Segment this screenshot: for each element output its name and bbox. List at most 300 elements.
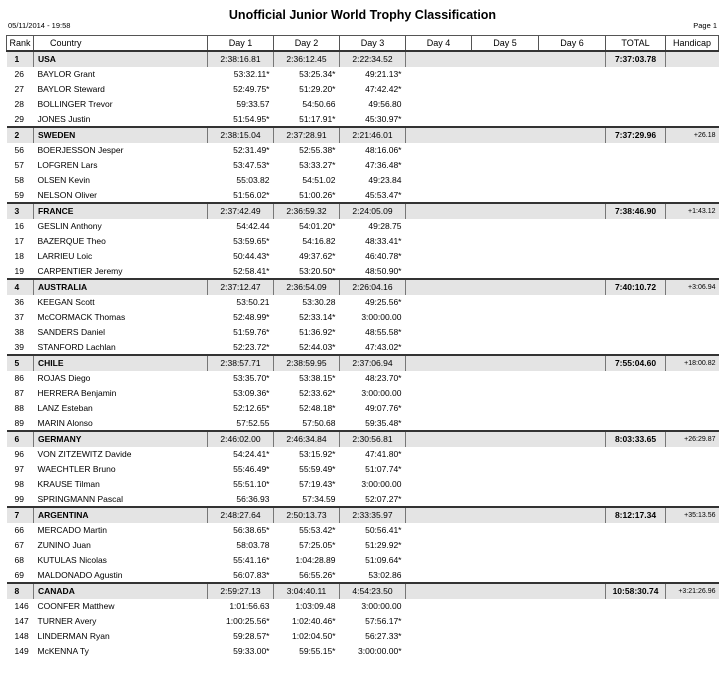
rider-number: 147 bbox=[14, 616, 29, 626]
results-body bbox=[7, 51, 719, 659]
rider-handicap bbox=[666, 371, 719, 386]
rider-day2-time: 1:04:28.89 bbox=[295, 555, 336, 565]
rider-day3-time: 45:53.47* bbox=[365, 189, 402, 200]
rider-row bbox=[7, 492, 719, 507]
rider-day4-time bbox=[406, 462, 472, 477]
team-day3-time: 4:54:23.50 bbox=[340, 583, 406, 599]
rider-total-time bbox=[606, 371, 666, 386]
team-row bbox=[7, 507, 719, 523]
rider-day4-time bbox=[406, 492, 472, 507]
rider-number: 16 bbox=[14, 221, 24, 231]
rider-handicap bbox=[666, 310, 719, 325]
team-day3-time: 2:33:35.97 bbox=[340, 507, 406, 523]
rider-number: 88 bbox=[14, 403, 24, 413]
rider-day4-time bbox=[406, 644, 472, 659]
rider-name: BAZERQUE Theo bbox=[37, 236, 106, 246]
rider-total-time bbox=[606, 67, 666, 82]
rider-day2-time: 1:03:09.48 bbox=[295, 601, 336, 611]
rider-day2-time: 53:15.92* bbox=[299, 449, 336, 459]
rider-name: TURNER Avery bbox=[37, 616, 97, 626]
team-country: CHILE bbox=[34, 355, 208, 371]
rider-day3-time: 49:25.56* bbox=[365, 297, 402, 307]
rider-day2-time: 57:34.59 bbox=[302, 493, 336, 504]
rider-day3-time: 49:23.84 bbox=[368, 175, 402, 185]
rider-day3-time: 47:36.48* bbox=[365, 160, 402, 170]
rider-row bbox=[7, 629, 719, 644]
rider-day5-time bbox=[472, 614, 539, 629]
rider-number: 36 bbox=[14, 297, 24, 307]
rider-name: LANZ Esteban bbox=[37, 403, 93, 413]
rider-total-time bbox=[606, 173, 666, 188]
rider-row bbox=[7, 295, 719, 310]
rider-day4-time bbox=[406, 629, 472, 644]
rider-day5-time bbox=[472, 477, 539, 492]
rider-day6-time bbox=[539, 553, 606, 568]
rider-day6-time bbox=[539, 188, 606, 203]
rider-day6-time bbox=[539, 614, 606, 629]
rider-day4-time bbox=[406, 447, 472, 462]
team-row bbox=[7, 431, 719, 447]
rider-day6-time bbox=[539, 219, 606, 234]
rider-day1-time: 52:49.75* bbox=[233, 84, 270, 94]
rider-day6-time bbox=[539, 264, 606, 279]
rider-day6-time bbox=[539, 538, 606, 553]
rider-day2-time: 57:19.43* bbox=[299, 479, 336, 489]
rider-day4-time bbox=[406, 143, 472, 158]
rider-total-time bbox=[606, 386, 666, 401]
rider-day2-time: 53:25.34* bbox=[299, 69, 336, 79]
rider-name: OLSEN Kevin bbox=[37, 175, 90, 185]
team-day4-time bbox=[406, 507, 472, 523]
rider-day6-time bbox=[539, 492, 606, 507]
rider-day2-time: 55:59.49* bbox=[299, 464, 336, 474]
rider-name: KEEGAN Scott bbox=[37, 297, 95, 307]
rider-day6-time bbox=[539, 386, 606, 401]
rider-day3-time: 3:00:00.00 bbox=[361, 601, 402, 611]
rider-number: 37 bbox=[14, 312, 24, 322]
rider-number: 29 bbox=[14, 113, 24, 124]
rider-handicap bbox=[666, 401, 719, 416]
rider-number: 18 bbox=[14, 251, 24, 261]
rider-day5-time bbox=[472, 371, 539, 386]
rider-handicap bbox=[666, 538, 719, 553]
rider-name: BAYLOR Grant bbox=[37, 69, 95, 79]
team-day6-time bbox=[539, 431, 606, 447]
team-day2-time: 2:36:59.32 bbox=[274, 203, 340, 219]
rider-handicap bbox=[666, 568, 719, 583]
team-day2-time: 2:50:13.73 bbox=[274, 507, 340, 523]
rider-handicap bbox=[666, 629, 719, 644]
team-day2-time: 2:38:59.95 bbox=[274, 355, 340, 371]
rider-day5-time bbox=[472, 644, 539, 659]
team-country: ARGENTINA bbox=[34, 507, 208, 523]
rider-day4-time bbox=[406, 82, 472, 97]
report-date: 05/11/2014 - 19:58 bbox=[8, 21, 71, 30]
rider-day3-time: 3:00:00.00* bbox=[358, 646, 402, 656]
rider-number: 27 bbox=[14, 84, 24, 94]
header-row bbox=[7, 36, 719, 51]
rider-row bbox=[7, 538, 719, 553]
team-day5-time bbox=[472, 127, 539, 143]
rider-day3-time: 57:56.17* bbox=[365, 616, 402, 626]
rider-day2-time: 49:37.62* bbox=[299, 251, 336, 261]
rider-day2-time: 54:50.66 bbox=[302, 99, 336, 109]
rider-day2-time: 54:16.82 bbox=[302, 236, 336, 246]
rider-day6-time bbox=[539, 371, 606, 386]
rider-day4-time bbox=[406, 599, 472, 614]
rider-day5-time bbox=[472, 325, 539, 340]
rider-number: 59 bbox=[14, 189, 24, 200]
rider-day6-time bbox=[539, 112, 606, 127]
rider-handicap bbox=[666, 599, 719, 614]
rider-day3-time: 3:00:00.00 bbox=[361, 479, 402, 489]
team-day5-time bbox=[472, 507, 539, 523]
team-row bbox=[7, 279, 719, 295]
rider-total-time bbox=[606, 447, 666, 462]
rider-day6-time bbox=[539, 82, 606, 97]
rider-day5-time bbox=[472, 538, 539, 553]
team-rank: 4 bbox=[7, 279, 34, 295]
team-country: CANADA bbox=[34, 583, 208, 599]
rider-name: KRAUSE Tilman bbox=[37, 479, 100, 489]
rider-day1-time: 50:44.43* bbox=[233, 251, 270, 261]
team-day6-time bbox=[539, 355, 606, 371]
rider-day6-time bbox=[539, 340, 606, 355]
team-day6-time bbox=[539, 507, 606, 523]
rider-number: 89 bbox=[14, 417, 24, 428]
rider-number: 68 bbox=[14, 555, 24, 565]
rider-day1-time: 51:56.02* bbox=[233, 189, 270, 200]
rider-day6-time bbox=[539, 477, 606, 492]
team-day1-time: 2:48:27.64 bbox=[208, 507, 274, 523]
rider-day5-time bbox=[472, 492, 539, 507]
team-total-time: 7:55:04.60 bbox=[606, 355, 666, 371]
rider-day4-time bbox=[406, 416, 472, 431]
rider-total-time bbox=[606, 599, 666, 614]
rider-day1-time: 53:47.53* bbox=[233, 160, 270, 170]
rider-name: ROJAS Diego bbox=[37, 373, 91, 383]
rider-day4-time bbox=[406, 112, 472, 127]
rider-number: 98 bbox=[14, 479, 24, 489]
rider-name: NELSON Oliver bbox=[37, 189, 98, 200]
team-day4-time bbox=[406, 51, 472, 67]
team-total-time: 8:03:33.65 bbox=[606, 431, 666, 447]
rider-day2-time: 53:30.28 bbox=[302, 297, 336, 307]
team-day1-time: 2:37:12.47 bbox=[208, 279, 274, 295]
rider-total-time bbox=[606, 325, 666, 340]
rider-handicap bbox=[666, 477, 719, 492]
rider-day1-time: 59:28.57* bbox=[233, 631, 270, 641]
rider-total-time bbox=[606, 158, 666, 173]
rider-number: 19 bbox=[14, 265, 24, 276]
rider-day5-time bbox=[472, 401, 539, 416]
rider-day1-time: 53:50.21 bbox=[236, 297, 270, 307]
team-day4-time bbox=[406, 279, 472, 295]
rider-number: 96 bbox=[14, 449, 24, 459]
page-title: Unofficial Junior World Trophy Classification bbox=[228, 8, 497, 22]
team-country: USA bbox=[34, 51, 208, 67]
rider-name: ZUNINO Juan bbox=[37, 540, 91, 550]
team-day5-time bbox=[472, 51, 539, 67]
rider-row bbox=[7, 173, 719, 188]
column-header-day3: Day 3 bbox=[340, 36, 406, 51]
rider-day5-time bbox=[472, 568, 539, 583]
rider-day1-time: 53:09.36* bbox=[233, 388, 270, 398]
rider-day5-time bbox=[472, 97, 539, 112]
rider-handicap bbox=[666, 264, 719, 279]
rider-day6-time bbox=[539, 644, 606, 659]
rider-day1-time: 59:33.00* bbox=[233, 646, 270, 656]
rider-day3-time: 47:41.80* bbox=[365, 449, 402, 459]
team-day4-time bbox=[406, 583, 472, 599]
team-day3-time: 2:21:46.01 bbox=[340, 127, 406, 143]
rider-day2-time: 52:55.38* bbox=[299, 145, 336, 155]
team-day5-time bbox=[472, 431, 539, 447]
rider-day6-time bbox=[539, 295, 606, 310]
column-header-total: TOTAL bbox=[606, 36, 666, 51]
rider-name: VON ZITZEWITZ Davide bbox=[37, 449, 132, 459]
rider-day1-time: 53:32.11* bbox=[233, 69, 270, 79]
team-row bbox=[7, 51, 719, 67]
rider-day6-time bbox=[539, 416, 606, 431]
rider-day6-time bbox=[539, 462, 606, 477]
rider-row bbox=[7, 568, 719, 583]
rider-day1-time: 51:54.95* bbox=[233, 113, 270, 124]
rider-total-time bbox=[606, 188, 666, 203]
rider-day2-time: 55:53.42* bbox=[299, 525, 336, 535]
classification-table bbox=[6, 35, 719, 659]
rider-day6-time bbox=[539, 173, 606, 188]
team-total-time: 10:58:30.74 bbox=[606, 583, 666, 599]
rider-name: SPRINGMANN Pascal bbox=[37, 493, 123, 504]
rider-row bbox=[7, 82, 719, 97]
rider-day3-time: 3:00:00.00 bbox=[361, 312, 402, 322]
rider-day1-time: 53:35.70* bbox=[233, 373, 270, 383]
rider-day4-time bbox=[406, 371, 472, 386]
rider-total-time bbox=[606, 538, 666, 553]
rider-day5-time bbox=[472, 188, 539, 203]
rider-day2-time: 52:33.14* bbox=[299, 312, 336, 322]
rider-day5-time bbox=[472, 219, 539, 234]
team-day1-time: 2:59:27.13 bbox=[208, 583, 274, 599]
rider-day3-time: 47:43.02* bbox=[365, 341, 402, 352]
column-header-rank: Rank bbox=[7, 36, 34, 51]
rider-total-time bbox=[606, 82, 666, 97]
rider-day5-time bbox=[472, 173, 539, 188]
column-header-day5: Day 5 bbox=[472, 36, 539, 51]
rider-day4-time bbox=[406, 538, 472, 553]
team-rank: 3 bbox=[7, 203, 34, 219]
rider-day5-time bbox=[472, 416, 539, 431]
rider-total-time bbox=[606, 644, 666, 659]
rider-day4-time bbox=[406, 158, 472, 173]
rider-name: CARPENTIER Jeremy bbox=[37, 265, 123, 276]
rider-day1-time: 52:12.65* bbox=[233, 403, 270, 413]
rider-day6-time bbox=[539, 325, 606, 340]
rider-day6-time bbox=[539, 599, 606, 614]
rider-number: 57 bbox=[14, 160, 24, 170]
team-row bbox=[7, 203, 719, 219]
rider-day3-time: 3:00:00.00 bbox=[361, 388, 402, 398]
team-day4-time bbox=[406, 431, 472, 447]
team-handicap: +3:06.94 bbox=[666, 279, 719, 295]
rider-day1-time: 56:07.83* bbox=[233, 569, 270, 580]
rider-day5-time bbox=[472, 629, 539, 644]
team-handicap: +26.18 bbox=[666, 127, 719, 143]
rider-handicap bbox=[666, 219, 719, 234]
rider-row bbox=[7, 371, 719, 386]
rider-day3-time: 46:40.78* bbox=[365, 251, 402, 261]
rider-name: SANDERS Daniel bbox=[37, 327, 106, 337]
rider-day3-time: 47:42.42* bbox=[365, 84, 402, 94]
team-rank: 6 bbox=[7, 431, 34, 447]
rider-row bbox=[7, 112, 719, 127]
rider-total-time bbox=[606, 523, 666, 538]
team-day1-time: 2:46:02.00 bbox=[208, 431, 274, 447]
rider-row bbox=[7, 614, 719, 629]
team-day5-time bbox=[472, 203, 539, 219]
rider-row bbox=[7, 188, 719, 203]
rider-day6-time bbox=[539, 568, 606, 583]
rider-row bbox=[7, 599, 719, 614]
rider-day2-time: 59:55.15* bbox=[299, 646, 336, 656]
rider-day4-time bbox=[406, 310, 472, 325]
rider-day4-time bbox=[406, 340, 472, 355]
rider-handicap bbox=[666, 295, 719, 310]
rider-day3-time: 49:07.76* bbox=[365, 403, 402, 413]
rider-day3-time: 48:55.58* bbox=[365, 327, 402, 337]
rider-day1-time: 51:59.76* bbox=[233, 327, 270, 337]
rider-total-time bbox=[606, 143, 666, 158]
rider-day2-time: 56:55.26* bbox=[299, 569, 336, 580]
rider-handicap bbox=[666, 447, 719, 462]
rider-day4-time bbox=[406, 97, 472, 112]
team-day2-time: 2:46:34.84 bbox=[274, 431, 340, 447]
team-day5-time bbox=[472, 279, 539, 295]
team-row bbox=[7, 127, 719, 143]
rider-total-time bbox=[606, 340, 666, 355]
rider-day1-time: 56:36.93 bbox=[236, 493, 270, 504]
rider-name: BOLLINGER Trevor bbox=[37, 99, 113, 109]
rider-row bbox=[7, 477, 719, 492]
rider-day3-time: 48:16.06* bbox=[365, 145, 402, 155]
rider-day1-time: 52:31.49* bbox=[233, 145, 270, 155]
rider-day6-time bbox=[539, 234, 606, 249]
rider-day5-time bbox=[472, 523, 539, 538]
team-handicap: +18:00.82 bbox=[666, 355, 719, 371]
team-handicap: +3:21:26.96 bbox=[666, 583, 719, 599]
rider-day1-time: 59:33.57 bbox=[236, 99, 270, 109]
rider-day5-time bbox=[472, 386, 539, 401]
rider-number: 17 bbox=[14, 236, 24, 246]
rider-day5-time bbox=[472, 158, 539, 173]
rider-day3-time: 51:09.64* bbox=[365, 555, 402, 565]
team-day6-time bbox=[539, 203, 606, 219]
rider-total-time bbox=[606, 568, 666, 583]
rider-handicap bbox=[666, 644, 719, 659]
rider-name: JONES Justin bbox=[37, 113, 91, 124]
team-rank: 7 bbox=[7, 507, 34, 523]
rider-day1-time: 1:01:56.63 bbox=[229, 601, 270, 611]
rider-handicap bbox=[666, 553, 719, 568]
rider-day4-time bbox=[406, 173, 472, 188]
rider-day4-time bbox=[406, 67, 472, 82]
rider-name: MERCADO Martin bbox=[37, 525, 107, 535]
rider-number: 66 bbox=[14, 525, 24, 535]
rider-number: 87 bbox=[14, 388, 24, 398]
rider-day5-time bbox=[472, 599, 539, 614]
rider-number: 149 bbox=[14, 646, 29, 656]
rider-day1-time: 55:51.10* bbox=[233, 479, 270, 489]
rider-total-time bbox=[606, 310, 666, 325]
rider-day2-time: 52:33.62* bbox=[299, 388, 336, 398]
team-day2-time: 2:37:28.91 bbox=[274, 127, 340, 143]
rider-handicap bbox=[666, 386, 719, 401]
team-total-time: 8:12:17.34 bbox=[606, 507, 666, 523]
team-day6-time bbox=[539, 51, 606, 67]
rider-total-time bbox=[606, 234, 666, 249]
rider-day1-time: 52:58.41* bbox=[233, 265, 270, 276]
team-day5-time bbox=[472, 583, 539, 599]
rider-name: McCORMACK Thomas bbox=[37, 312, 126, 322]
rider-day4-time bbox=[406, 325, 472, 340]
rider-day4-time bbox=[406, 264, 472, 279]
rider-row bbox=[7, 644, 719, 659]
team-day3-time: 2:26:04.16 bbox=[340, 279, 406, 295]
rider-total-time bbox=[606, 401, 666, 416]
rider-day4-time bbox=[406, 188, 472, 203]
rider-total-time bbox=[606, 112, 666, 127]
team-day3-time: 2:30:56.81 bbox=[340, 431, 406, 447]
rider-day4-time bbox=[406, 401, 472, 416]
rider-day6-time bbox=[539, 143, 606, 158]
team-rank: 1 bbox=[7, 51, 34, 67]
rider-name: LOFGREN Lars bbox=[37, 160, 98, 170]
rider-number: 28 bbox=[14, 99, 24, 109]
rider-day4-time bbox=[406, 386, 472, 401]
rider-handicap bbox=[666, 82, 719, 97]
rider-day5-time bbox=[472, 249, 539, 264]
rider-day2-time: 54:01.20* bbox=[299, 221, 336, 231]
rider-number: 86 bbox=[14, 373, 24, 383]
rider-day1-time: 55:03.82 bbox=[236, 175, 270, 185]
rider-day1-time: 54:42.44 bbox=[236, 221, 270, 231]
rider-row bbox=[7, 219, 719, 234]
rider-name: WAECHTLER Bruno bbox=[37, 464, 116, 474]
team-day1-time: 2:38:15.04 bbox=[208, 127, 274, 143]
rider-row bbox=[7, 462, 719, 477]
rider-day5-time bbox=[472, 112, 539, 127]
rider-day4-time bbox=[406, 234, 472, 249]
rider-name: BOERJESSON Jesper bbox=[37, 145, 124, 155]
rider-day1-time: 55:41.16* bbox=[233, 555, 270, 565]
rider-day2-time: 51:36.92* bbox=[299, 327, 336, 337]
rider-row bbox=[7, 249, 719, 264]
rider-day4-time bbox=[406, 614, 472, 629]
rider-day6-time bbox=[539, 249, 606, 264]
rider-total-time bbox=[606, 97, 666, 112]
rider-name: KUTULAS Nicolas bbox=[37, 555, 107, 565]
rider-day6-time bbox=[539, 629, 606, 644]
team-day4-time bbox=[406, 203, 472, 219]
rider-day1-time: 55:46.49* bbox=[233, 464, 270, 474]
rider-day4-time bbox=[406, 568, 472, 583]
rider-total-time bbox=[606, 295, 666, 310]
rider-number: 58 bbox=[14, 175, 24, 185]
team-handicap bbox=[666, 51, 719, 67]
rider-day5-time bbox=[472, 264, 539, 279]
rider-day1-time: 1:00:25.56* bbox=[226, 616, 270, 626]
